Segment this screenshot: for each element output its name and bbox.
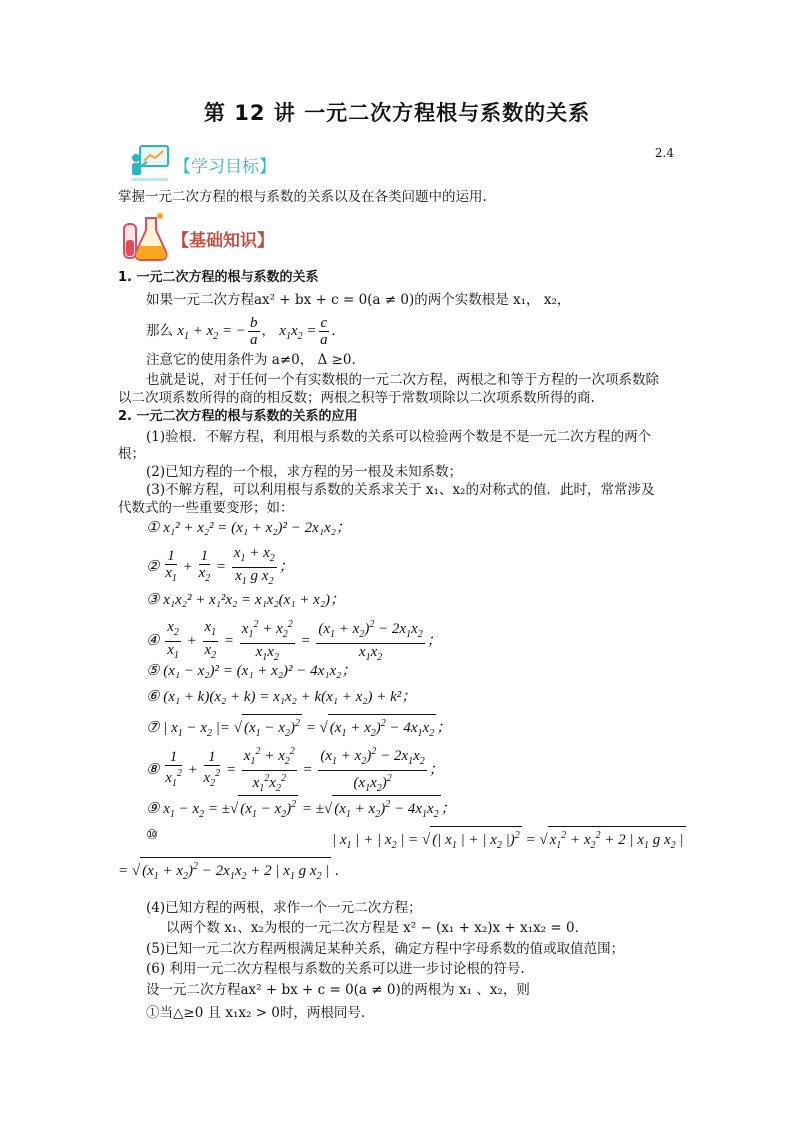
- item-2: (2)已知方程的一个根，求方程的另一根及未知系数；: [146, 464, 463, 480]
- formula-10a: | $x_1$ | + | $x_2$ | = √ (| $x_1$ | + | $x_2$ |)$^2$ = √ $x_1^2 + x_2^2 + 2$ | $x_1$ g $x_2$ |: [332, 826, 686, 855]
- formula-2: ② $\frac{1}{x_1}$ + $\frac{1}{x_2}$ = $\frac{x_1 + x_2}{x_1 g x_2}$ ；: [146, 545, 294, 587]
- formula-5: ⑤ (x₁ − x₂)² = (x₁ + x₂)² − 4x₁x₂；: [146, 663, 357, 679]
- section-1-explanation-b: 以二次项系数所得的商的相反数；两根之积等于常数项除以二次项系数所得的商.: [118, 390, 595, 406]
- item-6-case-1: ①当△≥0 且 x₁x₂ > 0时，两根同号.: [146, 1005, 366, 1021]
- formula-1: ① x₁² + x₂² = (x₁ + x₂)² − 2x₁x₂；: [146, 520, 351, 536]
- usage-condition: 注意它的使用条件为 a≠0， Δ ≥0.: [146, 352, 356, 368]
- item-1b: 根；: [118, 446, 145, 462]
- item-1a: (1)验根．不解方程，利用根与系数的关系可以检验两个数是不是一元二次方程的两个: [146, 429, 652, 445]
- item-4: (4)已知方程的两根，求作一个一元二次方程；: [146, 900, 422, 916]
- page-number: 2.4: [654, 146, 674, 160]
- formula-10b: = √ $(x_1 + x_2)^2 - 2x_1x_2 + 2$ | $x_1$ g $x_2$ | .: [118, 857, 339, 886]
- section-1-explanation-a: 也就是说，对于任何一个有实数根的一元二次方程，两根之和等于方程的一次项系数除: [146, 372, 659, 388]
- item-6-setup: 设一元二次方程ax² + bx + c = 0(a ≠ 0)的两根为 x₁ 、x₂，则: [146, 982, 530, 998]
- goal-heading: [128, 142, 276, 186]
- item-3b: 代数式的一些重要变形；如：: [118, 500, 294, 516]
- formula-10-number: ⑩: [146, 827, 159, 843]
- item-5: (5)已知一元二次方程两根满足某种关系，确定方程中字母系数的值或取值范围；: [146, 941, 625, 957]
- section-2-title: 2. 一元二次方程的根与系数的关系的应用: [118, 409, 358, 424]
- item-3a: (3)不解方程，可以利用根与系数的关系求关于 x₁、x₂的对称式的值．此时，常常涉及: [146, 482, 655, 498]
- basic-heading: [120, 212, 274, 264]
- formula-8: ⑧ $\frac{1}{x_1^2}$ + $\frac{1}{x_2^2}$ = $\frac{x_1^2 + x_2^2}{x_1^2x_2^2}$ = $\frac{(x_1 + x_2)^2 - 2x_1x_2}{(x_1x_2)^2}$ ；: [146, 746, 444, 794]
- formula-3: ③ x₁x₂² + x₁²x₂ = x₁x₂(x₁ + x₂)；: [146, 592, 346, 608]
- formula-7: ⑦ | $x_1 - x_2$ |= √ $(x_1 - x_2)^2$ = √ $(x_1 + x_2)^2 - 4x_1x_2$ ；: [146, 714, 451, 743]
- goal-heading-label: 【学习目标】: [174, 156, 276, 177]
- teacher-board-icon: [128, 142, 172, 186]
- lab-flask-icon: [120, 212, 170, 264]
- goal-text: 掌握一元二次方程的根与系数的关系以及在各类问题中的运用.: [118, 189, 487, 205]
- section-1-statement: 如果一元二次方程ax² + bx + c = 0(a ≠ 0)的两个实数根是 x₁， x₂，: [146, 292, 571, 308]
- lesson-title: 第 12 讲 一元二次方程根与系数的关系: [203, 101, 591, 125]
- vieta-prefix: 那么: [146, 323, 173, 339]
- item-6: (6) 利用一元二次方程根与系数的关系可以进一步讨论根的符号.: [146, 961, 525, 977]
- item-4-equation: 以两个数 x₁、x₂为根的一元二次方程是 x² − (x₁ + x₂)x + x₁x₂ = 0．: [166, 920, 589, 936]
- formula-9: ⑨ $x_1 - x_2$ = ±√ $(x_1 - x_2)^2$ = ±√ $(x_1 + x_2)^2 - 4x_1x_2$ ；: [146, 795, 456, 824]
- vieta-formulas: 那么 $x_1 + x_2$ = − $\frac{b}{a}$ ， $x_1x_2$ = $\frac{c}{a}$ .: [146, 315, 336, 348]
- formula-6: ⑥ (x₁ + k)(x₂ + k) = x₁x₂ + k(x₁ + x₂) + k²；: [146, 689, 417, 705]
- formula-4: ④ $\frac{x_2}{x_1}$ + $\frac{x_1}{x_2}$ = $\frac{x_1^2 + x_2^2}{x_1x_2}$ = $\frac{(x_1 + x_2)^2 - 2x_1x_2}{x_1x_2}$ ；: [146, 619, 442, 663]
- section-1-title: 1. 一元二次方程的根与系数的关系: [118, 270, 319, 285]
- basic-heading-label: 【基础知识】: [172, 230, 274, 251]
